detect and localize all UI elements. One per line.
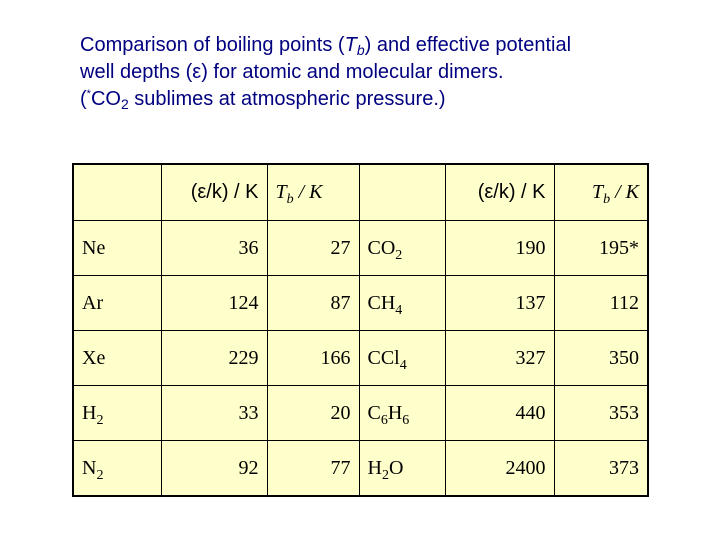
epsilon-value: 229 bbox=[161, 331, 267, 386]
header-empty-cell bbox=[359, 164, 445, 221]
species-atomic bbox=[73, 221, 161, 276]
species-tail: H bbox=[387, 401, 403, 424]
title-text: Comparison of boiling points ( bbox=[80, 34, 345, 56]
species-base: C bbox=[367, 401, 381, 424]
header-tb-left bbox=[267, 164, 359, 221]
title-text: well depths ( bbox=[80, 61, 193, 83]
tb-value: 87 bbox=[267, 276, 359, 331]
title-asterisk: * bbox=[86, 88, 91, 100]
table-row bbox=[73, 386, 648, 441]
header-unit: / K bbox=[610, 181, 639, 203]
table-header-row bbox=[73, 164, 648, 221]
tb-value: 195* bbox=[554, 221, 648, 276]
table-row bbox=[73, 221, 648, 276]
species-subscript: 2 bbox=[96, 467, 104, 483]
title-text: ( bbox=[80, 88, 87, 110]
species-subscript: 4 bbox=[399, 357, 407, 373]
species-atomic bbox=[73, 276, 161, 331]
table-row bbox=[73, 276, 648, 331]
tb-value: 350 bbox=[554, 331, 648, 386]
tb-value: 112 bbox=[554, 276, 648, 331]
species-base: H bbox=[82, 401, 97, 424]
title-text: CO bbox=[90, 88, 121, 110]
title-symbol-epsilon: ε bbox=[192, 61, 202, 83]
slide-title bbox=[80, 32, 700, 113]
species-subscript: 6 bbox=[380, 412, 388, 428]
species-subscript: 4 bbox=[395, 302, 403, 318]
header-subscript-b: b bbox=[286, 192, 294, 207]
header-T: T bbox=[591, 181, 604, 203]
header-epsilon-right: (ε/k) / K bbox=[445, 164, 554, 221]
species-base: Ar bbox=[82, 291, 104, 314]
header-empty-cell bbox=[73, 164, 161, 221]
epsilon-value: 327 bbox=[445, 331, 554, 386]
epsilon-value: 2400 bbox=[445, 441, 554, 497]
species-atomic bbox=[73, 331, 161, 386]
title-text: ) and effective potential bbox=[364, 34, 572, 56]
epsilon-value: 190 bbox=[445, 221, 554, 276]
epsilon-value: 36 bbox=[161, 221, 267, 276]
species-molecular bbox=[359, 386, 445, 441]
species-base: H bbox=[367, 456, 382, 479]
boiling-point-table bbox=[72, 163, 649, 497]
header-subscript-b: b bbox=[603, 192, 611, 207]
species-base: N bbox=[82, 456, 97, 479]
tb-value: 373 bbox=[554, 441, 648, 497]
title-symbol-T: T bbox=[344, 34, 357, 56]
species-subscript: 2 bbox=[96, 412, 104, 428]
species-subscript: 2 bbox=[395, 247, 403, 263]
table-row bbox=[73, 331, 648, 386]
title-subscript-b: b bbox=[356, 42, 365, 58]
epsilon-value: 33 bbox=[161, 386, 267, 441]
species-base: Ne bbox=[82, 236, 106, 259]
epsilon-value: 92 bbox=[161, 441, 267, 497]
species-atomic bbox=[73, 441, 161, 497]
tb-value: 353 bbox=[554, 386, 648, 441]
species-base: CCl bbox=[367, 346, 400, 369]
epsilon-value: 124 bbox=[161, 276, 267, 331]
tb-value: 166 bbox=[267, 331, 359, 386]
tb-value: 27 bbox=[267, 221, 359, 276]
species-base: CH bbox=[367, 291, 396, 314]
title-line-1 bbox=[80, 32, 700, 59]
species-subscript: 6 bbox=[402, 412, 410, 428]
epsilon-value: 137 bbox=[445, 276, 554, 331]
table-row bbox=[73, 441, 648, 497]
species-molecular bbox=[359, 221, 445, 276]
species-base: CO bbox=[367, 236, 396, 259]
species-molecular bbox=[359, 276, 445, 331]
species-molecular bbox=[359, 331, 445, 386]
species-molecular bbox=[359, 441, 445, 497]
header-unit: / K bbox=[293, 181, 323, 203]
title-line-3 bbox=[80, 86, 700, 113]
tb-value: 20 bbox=[267, 386, 359, 441]
header-tb-right bbox=[554, 164, 648, 221]
species-tail: O bbox=[388, 456, 404, 479]
header-epsilon-left: (ε/k) / K bbox=[161, 164, 267, 221]
species-atomic bbox=[73, 386, 161, 441]
species-base: Xe bbox=[82, 346, 106, 369]
epsilon-value: 440 bbox=[445, 386, 554, 441]
title-subscript-2: 2 bbox=[120, 96, 129, 112]
title-line-2 bbox=[80, 59, 700, 86]
species-subscript: 2 bbox=[381, 467, 389, 483]
title-text: sublimes at atmospheric pressure.) bbox=[128, 88, 446, 110]
title-text: ) for atomic and molecular dimers. bbox=[201, 61, 504, 83]
header-T: T bbox=[275, 181, 287, 203]
tb-value: 77 bbox=[267, 441, 359, 497]
